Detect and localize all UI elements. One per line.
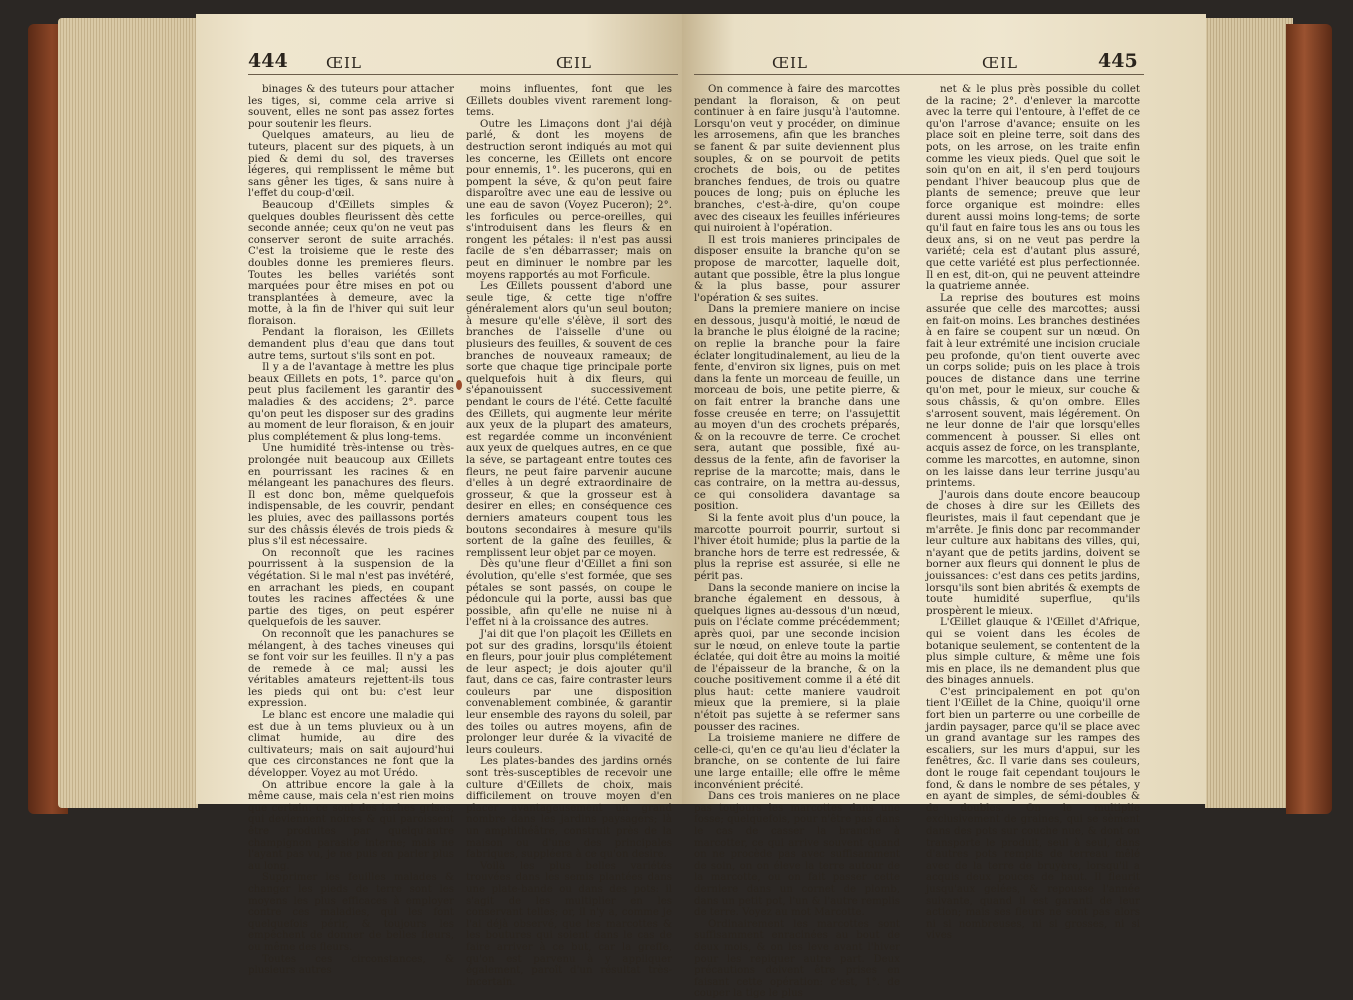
ink-stain [456,380,462,390]
paragraph: On attribue encore la gale à la même cause, mais cela n'est rien moins que certain: ce sont des taches grises, qui deviennent noires & qui paroissent être produites par quelqu'autre champignon parasite interne; mais ne l'ayant pas vu, je ne puis en parler plus au long. [248,779,454,872]
paragraph: J'ai dit que l'on plaçoit les Œillets en pot sur des gradins, lorsqu'ils étoient en fleurs, pour jouir plus complétement de leur aspect; je dois ajouter qu'il faut, dans ce cas, faire contraster leurs couleurs par une disposition convenablement combinée, & garantir leur ensemble des rayons du soleil, par des toiles ou autres moyens, afin de prolonger leur durée & la vivacité de leurs couleurs. [466,628,672,756]
page-number: 445 [1098,50,1138,72]
paragraph: La troisieme maniere ne differe de celle-ci, qu'en ce qu'au lieu d'éclater la branche, on se contente de lui faire une large entaille; elle offre le même inconvénient précité. [694,733,900,791]
text-column-1 [248,84,454,977]
paragraph: Beaucoup d'Œillets simples & quelques doubles fleurissent dès cette seconde année; ceux qu'on ne veut pas conserver seront de suite arrachés. C'est la troisieme que le reste des doubles donne les premieres fleurs. Toutes les belles variétés sont marquées pour être mises en pot ou transplantées à demeure, avec la motte, à la fin de l'hiver qui suit leur floraison. [248,199,454,327]
paragraph: Dans la seconde maniere on incise la branche également en dessous, à quelques lignes au-dessous d'un nœud, puis on l'éclate comme précédemment; après quoi, par une seconde incision sur le nœud, on enleve toute la partie éclatée, qui doit être au moins la moitié de l'épaisseur de la branche, & on la couche positivement comme il a été dit plus haut: cette maniere vaudroit mieux que la premiere, si la plaie n'étoit pas sujette à se refermer sans pousser des racines. [694,582,900,733]
header-rule [248,74,678,75]
running-header: ŒIL [556,54,592,72]
page-edges-left [58,18,198,808]
paragraph: Pendant la floraison, les Œillets demandent plus d'eau que dans tout autre tems, surtout s'ils sont en pot. [248,327,454,362]
paragraph: Toutes ces circonstances, & plusieurs autres [248,953,454,977]
paragraph: Les Œillets poussent d'abord une seule tige, & cette tige n'offre généralement alors qu'un seul bouton; à mesure qu'elle s'élève, il sort des branches de l'aisselle d'une ou plusieurs des feuilles, & souvent de ces branches de nouveaux rameaux; de sorte que chaque tige principale porte quelquefois huit à dix fleurs, qui s'épanouissent successivement pendant le cours de l'été. Cette faculté des Œillets, qui augmente leur mérite aux yeux de la plupart des amateurs, est regardée comme un inconvénient aux yeux de quelques autres, en ce que la séve, se partageant entre toutes ces fleurs, ne peut faire parvenir aucune d'elles à un degré extraordinaire de grosseur, & que la grosseur est à desirer en elles; en conséquence ces derniers amateurs coupent tous les boutons secondaires à mesure qu'ils sortent de la gaîne des feuilles, & remplissent leur objet par ce moyen. [466,281,672,559]
paragraph: Le blanc est encore une maladie qui est due à un tems pluvieux ou à un climat humide, au dire des cultivateurs; mais on sait aujourd'hui que ces circonstances ne font que la développer. Voyez au mot Urédo. [248,710,454,780]
paragraph: Il est trois manieres principales de disposer ensuite la branche qu'on se propose de marcotter, laquelle doit, autant que possible, être la plus longue & la plus basse, pour assurer l'opération & ses suites. [694,234,900,304]
header-rule [694,74,1144,75]
paragraph: Si la fente avoit plus d'un pouce, la marcotte pourroit pourrir, surtout si l'hiver étoit humide; plus la partie de la branche hors de terre est redressée, & plus la reprise est assurée, si elle ne périt pas. [694,512,900,582]
running-header: ŒIL [772,54,808,72]
paragraph: Dans ces trois manieres on ne place pas toujours les marcottes dans une fosse; quelquefois, pour n'être pas dans le cas de casser la branche à marcotter, ce qui arrive souvent quand on ne procède pas avec suffisamment de soin, on on éleve la terre autour de la marcotte, ou on fait passer cette derniere dans un cornet de plomb, dans un petit pot, l'un & l'autre remplis de terre. Voyez au mot Marcotte. [694,791,900,919]
paragraph: Il y a de l'avantage à mettre les plus beaux Œillets en pots, 1°. parce qu'on peut plus facilement les garantir des maladies & des accidens; 2°. parce qu'on peut les disposer sur des gradins au moment de leur floraison, & en jouir plus complétement & plus long-tems. [248,362,454,443]
paragraph: On commence à faire des marcottes pendant la floraison, & on peut continuer à en faire jusqu'à l'automne. Lorsqu'on veut y procéder, on diminue les arrosemens, afin que les branches se fanent & par suite deviennent plus souples, & on se pourvoit de petits crochets de bois, ou de petites branches fendues, de trois ou quatre pouces de long; puis on épluche les branches, c'est-à-dire, qu'on coupe avec des ciseaux les feuilles inférieures qui nuiroient à l'opération. [694,84,900,235]
paragraph: L'Œillet glauque & l'Œillet d'Afrique, qui se voient dans les écoles de botanique seulement, se contentent de la plus simple culture, & même une fois mis en place, ils ne demandent plus que des binages annuels. [926,617,1140,687]
text-column-2 [466,84,672,988]
paragraph: C'est principalement en pot qu'on tient l'Œillet de la Chine, quoiqu'il orne fort bien un parterre ou une corbeille de jardin paysager, parce qu'il se place avec un grand avantage sur les rampes des escaliers, sur les murs d'appui, sur les fenêtres, &c. Il varie dans ses couleurs, dont le rouge fait cependant toujours le fond, & dans le nombre de ses pétales, y en ayant de simples, de sémi-doubles & de doubles. On le multiplie exclusivement de graines, qui se sèment dans des pots sur couche nue, & dont on transporte le produit, seul à seul, dans d'autres pots remplis de terreau mêlé avec de la terre de bruyère, lorsqu'il a acquis deux pouces de haut. Il fleurit jusqu'aux gelées, & repousse l'année suivante, quand il est garanti de leur action; mais ses fleurs ne sont pas alors ni si nombreuses, ni si grosses, ni si vives [926,686,1140,942]
paragraph: J'aurois dans doute encore beaucoup de choses à dire sur les Œillets des fleuristes, mais il faut cependant que je m'arrête. Je finis donc par recommander leur culture aux habitans des villes, qui, n'ayant que de petits jardins, doivent se borner aux fleurs qui donnent le plus de jouissances: c'est dans ces petits jardins, lorsqu'ils sont bien abrités & exempts de toute humidité superflue, qu'ils prospèrent le mieux. [926,489,1140,617]
paragraph: Supprimer les feuilles malades & changer les pieds de terre sont les moyens les plus efficaces à employer contre ces maladies, qui les font quelquefois périr, & toujours les empêchent de donner de belles fleurs, ou même des fleurs. [248,872,454,953]
paragraph: Voilà les plus belles variétés trouvées dans les semis plantées dans une plate-bande ou dans des pots: il s'agit de les multiplier en les conservant telles; or, il n'y a, comme je l'ai déjà observé, que les marcottes & les boutures qui soient dans le cas de faire arriver à ce but, car la greffe, qu'on est parvenu à y appliquer également, paroît d'un résultat très-incertain. [466,860,672,988]
paragraph: Une humidité très-intense ou très-prolongée nuit beaucoup aux Œillets en pourrissant les racines & en mélangeant les panachures des fleurs. Il est donc bon, même quelquefois indispensable, de les couvrir, pendant les pluies, avec des paillassons portés sur des châssis élevés de trois pieds & plus s'il est nécessaire. [248,443,454,548]
running-header: ŒIL [326,54,362,72]
paragraph: moins influentes, font que les Œillets doubles vivent rarement long-tems. [466,84,672,119]
paragraph: On reconnoît que les panachures se mélangent, à des taches vineuses qui se font voir sur les feuilles. Il n'y a pas de remede à ce mal; aussi les véritables amateurs rejettent-ils tous les pieds qui ont bu: c'est leur expression. [248,628,454,710]
running-header: ŒIL [982,54,1018,72]
paragraph: Dès qu'une fleur d'Œillet a fini son évolution, qu'elle s'est formée, que ses pétales se sont passés, on coupe le pédoncule qui la porte, aussi bas que possible, afin qu'elle ne nuise ni à l'effet ni à la croissance des autres. [466,559,672,629]
paragraph: La reprise des boutures est moins assurée que celle des marcottes; aussi en fait-on moins. Les branches destinées à en faire se coupent sur un nœud. On fait à leur extrémité une incision cruciale peu profonde, qu'on tient ouverte avec un corps solide; puis on les place à trois pouces de distance dans une terrine qu'on met, pour le mieux, sur couche & sous châssis, & qu'on ombre. Elles s'arrosent souvent, mais légérement. On ne leur donne de l'air que lorsqu'elles commencent à pousser. Si elles ont acquis assez de force, on les transplante, comme les marcottes, en automne, sinon on les laisse dans leur terrine jusqu'au printems. [926,292,1140,490]
paragraph: binages & des tuteurs pour attacher les tiges, si, comme cela arrive si souvent, elles ne sont pas assez fortes pour soutenir les fleurs. [248,84,454,130]
paragraph: Ordinairement les marcottes sont suffisamment enracinées au bout de deux mois, & on les leve avant l'hiver pour les repiquer autre part. Deux précautions doivent être prises en faisant cette opération: c'est, 1°. de couper la tige le plus [694,918,900,1000]
paragraph: net & le plus près possible du collet de la racine; 2°. d'enlever la marcotte avec la terre qui l'entoure, à l'effet de ce qu'on l'arrose d'avance; ensuite on les place soit en pleine terre, soit dans des pots, on les arrose, on les traite enfin comme les vieux pieds. Quel que soit le soin qu'on en ait, il s'en perd toujours pendant l'hiver beaucoup plus que de plants de semence; preuve que leur force organique est moindre: elles durent aussi moins long-tems; de sorte qu'il faut en faire tous les ans ou tous les deux ans, si on ne veut pas perdre la variété; cela est d'autant plus assuré, que cette variété est plus perfectionnée. Il en est, dit-on, qui ne peuvent atteindre la quatrieme année. [926,84,1140,293]
left-page [196,14,682,988]
book-cover-right [1286,24,1332,814]
paragraph: On reconnoît que les racines pourrissent à la suspension de la végétation. Si le mal n'est pas invétéré, en arrachant les pieds, en coupant toutes les racines affectées & une partie des tiges, on peut espérer quelquefois de les sauver. [248,547,454,629]
paragraph: Dans la premiere maniere on incise en dessous, jusqu'à moitié, le nœud de la branche le plus éloigné de la racine; on replie la branche pour la faire éclater longitudinalement, au lieu de la fente, d'environ six lignes, puis on met dans la fente un morceau de feuille, un morceau de bois, une petite pierre, & on fait entrer la branche dans une fosse creusée en terre; on l'assujettit au moyen d'un des crochets préparés, & on la recouvre de terre. Ce crochet sera, autant que possible, fixé au-dessus de la fente, afin de favoriser la reprise de la marcotte; mais, dans le cas contraire, on la mettra au-dessus, ce qui consolidera davantage sa position. [694,304,900,513]
right-page [682,14,1206,1000]
page-edges-right [1205,18,1293,808]
paragraph: Outre les Limaçons dont j'ai déjà parlé, & dont les moyens de destruction seront indiqués au mot qui les concerne, les Œillets ont encore pour ennemis, 1°. les pucerons, qui en pompent la séve, & qu'on peut faire disparoître avec une eau de lessive ou une eau de savon (Voyez Puceron); 2°. les forficules ou perce-oreilles, qui s'introduisent dans les fleurs & en rongent les pétales: il n'est pas aussi facile de s'en débarrasser; mais on peut en diminuer le nombre par les moyens rapportés au mot Forficule. [466,118,672,281]
text-column-1 [694,84,900,1000]
text-column-2 [926,84,1140,942]
page-number: 444 [248,50,288,72]
paragraph: Les plates-bandes des jardins ornés sont très-susceptibles de recevoir une culture d'Œillets de choix, mais difficilement on trouve moyen d'en placer avantageusement un grand nombre dans les jardins paysagers; là un amphithéâtre, construit près de la maison ou d'une des principales fabriques, suppléera à ce qu'on desire. [466,756,672,861]
paragraph: Quelques amateurs, au lieu de tuteurs, placent sur des piquets, à un pied & demi du sol, des traverses légeres, qui remplissent le même but sans gêner les tiges, & sans nuire à l'effet du coup-d'œil. [248,130,454,200]
